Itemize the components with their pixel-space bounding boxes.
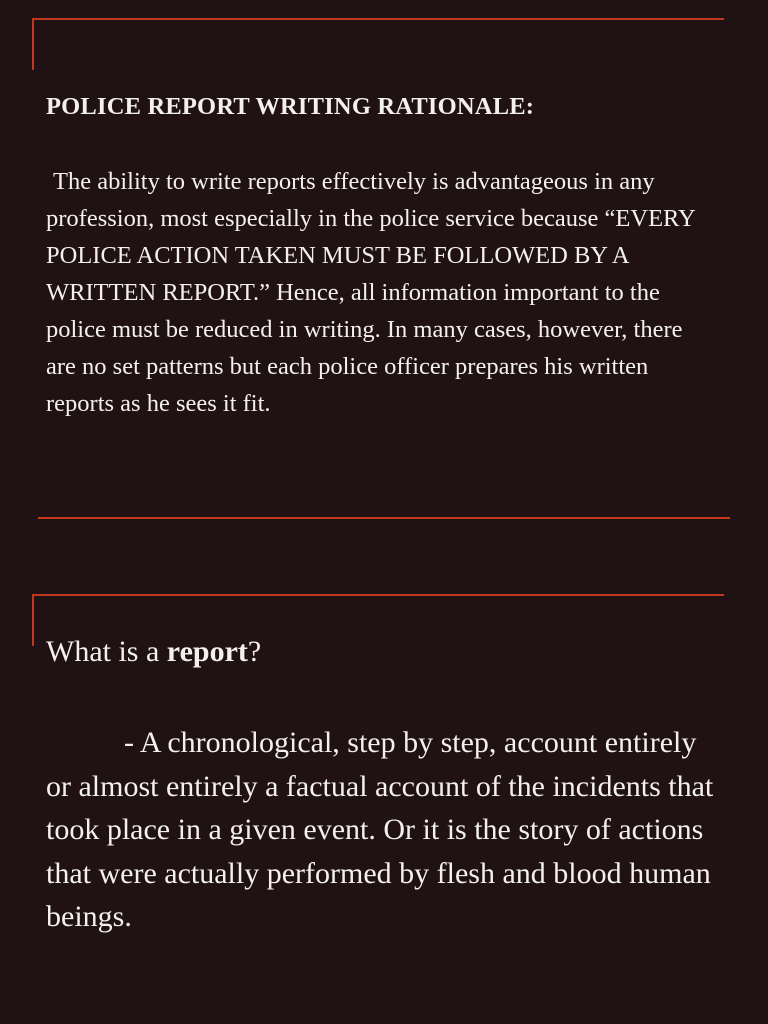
definition-paragraph: - A chronological, step by step, account entirely or almost entirely a factual account of the incidents that took place in a given event. Or it is the story of actions that were actually performed by flesh and blood human beings.	[46, 726, 714, 933]
question-prefix: What is a	[46, 635, 167, 668]
slide-definition	[0, 590, 768, 1024]
accent-line-top	[32, 18, 724, 20]
question-suffix: ?	[247, 635, 262, 668]
question-keyword: report	[166, 635, 248, 668]
rationale-paragraph: The ability to write reports effectively is advantageous in any profession, most especially in the police service because “EVERY POLICE ACTION TAKEN MUST BE FOLLOWED BY A WRITTEN REPORT.” Hence, all information important to the police must be reduced in writing. In many cases, however, there are no set patterns but each police officer prepares his written reports as he sees it fit.	[46, 168, 695, 417]
accent-line-left	[32, 594, 34, 646]
accent-line-top	[32, 594, 724, 596]
accent-line-bottom	[38, 517, 730, 519]
slide-heading: POLICE REPORT WRITING RATIONALE:	[46, 93, 535, 120]
question-heading	[46, 630, 261, 674]
accent-line-left	[32, 18, 34, 70]
